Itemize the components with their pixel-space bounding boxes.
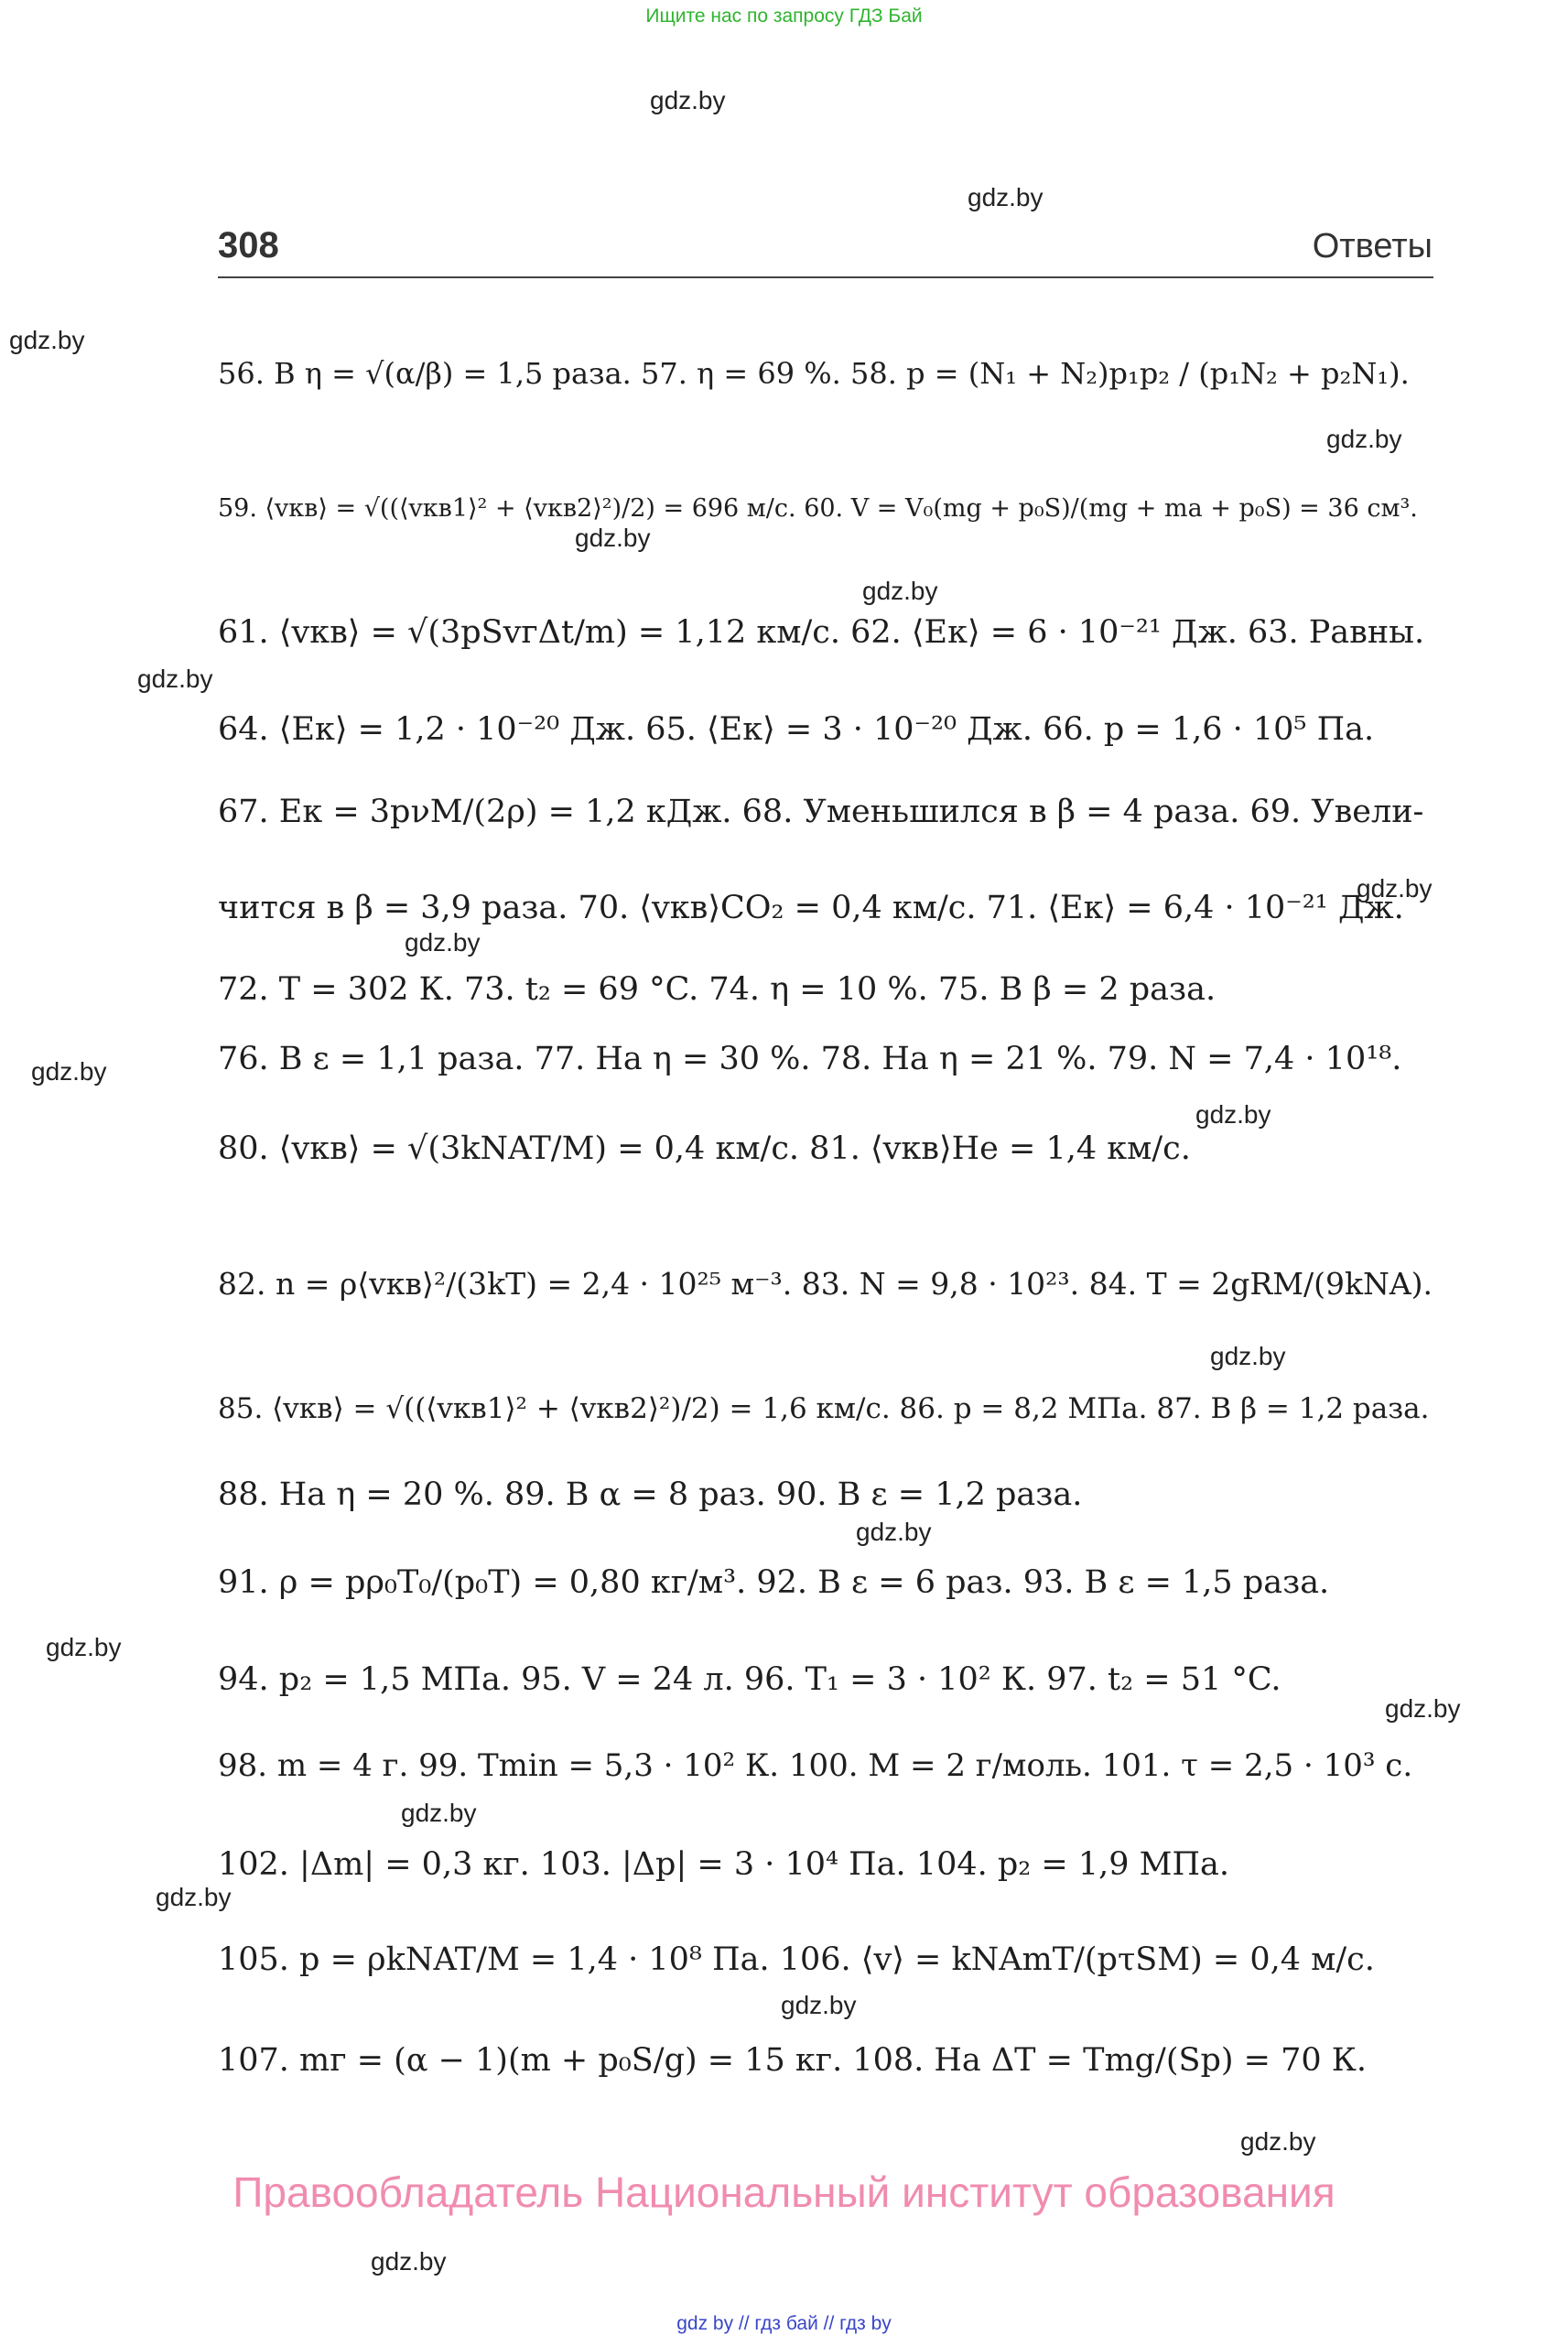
answer-line: 102. |Δm| = 0,3 кг. 103. |Δp| = 3 · 10⁴ Па. 104. p₂ = 1,9 МПа. xyxy=(218,1846,1230,1883)
answer-line: 56. В η = √(α/β) = 1,5 раза. 57. η = 69 %. 58. p = (N₁ + N₂)p₁p₂ / (p₁N₂ + p₂N₁). xyxy=(218,356,1410,391)
page-number: 308 xyxy=(218,225,279,265)
watermark: gdz.by xyxy=(856,1518,932,1546)
watermark: gdz.by xyxy=(401,1799,477,1827)
answer-line: 80. ⟨vкв⟩ = √(3kNAT/M) = 0,4 км/с. 81. ⟨vкв⟩He = 1,4 км/с. xyxy=(218,1130,1191,1167)
watermark: gdz.by xyxy=(1326,425,1402,453)
watermark: gdz.by xyxy=(1195,1100,1271,1129)
watermark: gdz.by xyxy=(405,928,481,957)
answer-line: 107. mг = (α − 1)(m + p₀S/g) = 15 кг. 108. На ΔT = Tmg/(Sp) = 70 К. xyxy=(218,2042,1367,2079)
answer-line: чится в β = 3,9 раза. 70. ⟨vкв⟩CO₂ = 0,4 км/с. 71. ⟨Eк⟩ = 6,4 · 10⁻²¹ Дж. xyxy=(218,890,1404,926)
top-banner: Ищите нас по запросу ГДЗ Бай xyxy=(645,5,923,27)
watermark: gdz.by xyxy=(781,1991,857,2019)
answer-line: 94. p₂ = 1,5 МПа. 95. V = 24 л. 96. T₁ = 3 · 10² К. 97. t₂ = 51 °C. xyxy=(218,1661,1281,1698)
header-rule xyxy=(218,276,1433,278)
watermark: gdz.by xyxy=(31,1057,107,1086)
answer-line: 82. n = ρ⟨vкв⟩²/(3kT) = 2,4 · 10²⁵ м⁻³. 83. N = 9,8 · 10²³. 84. T = 2gRM/(9kNA). xyxy=(218,1266,1433,1302)
answer-line: 76. В ε = 1,1 раза. 77. На η = 30 %. 78. На η = 21 %. 79. N = 7,4 · 10¹⁸. xyxy=(218,1041,1402,1077)
answer-line: 67. Eк = 3pνM/(2ρ) = 1,2 кДж. 68. Уменьшился в β = 4 раза. 69. Увели- xyxy=(218,794,1424,830)
answer-line: 59. ⟨vкв⟩ = √((⟨vкв1⟩² + ⟨vкв2⟩²)/2) = 696 м/с. 60. V = V₀(mg + p₀S)/(mg + ma + p₀S) = 36 см³. xyxy=(218,494,1418,523)
watermark: gdz.by xyxy=(371,2247,447,2276)
watermark: gdz.by xyxy=(137,665,213,693)
answer-line: 85. ⟨vкв⟩ = √((⟨vкв1⟩² + ⟨vкв2⟩²)/2) = 1,6 км/с. 86. p = 8,2 МПа. 87. В β = 1,2 раза. xyxy=(218,1392,1430,1425)
watermark: gdz.by xyxy=(575,524,651,552)
watermark: gdz.by xyxy=(1210,1342,1286,1370)
watermark: gdz.by xyxy=(650,86,726,114)
answer-line: 64. ⟨Eк⟩ = 1,2 · 10⁻²⁰ Дж. 65. ⟨Eк⟩ = 3 · 10⁻²⁰ Дж. 66. p = 1,6 · 10⁵ Па. xyxy=(218,711,1375,748)
answer-line: 91. ρ = pρ₀T₀/(p₀T) = 0,80 кг/м³. 92. В ε = 6 раз. 93. В ε = 1,5 раза. xyxy=(218,1564,1330,1601)
answer-line: 61. ⟨vкв⟩ = √(3pSvгΔt/m) = 1,12 км/с. 62. ⟨Eк⟩ = 6 · 10⁻²¹ Дж. 63. Равны. xyxy=(218,614,1425,651)
copyright-notice: Правообладатель Национальный институт образования xyxy=(232,2168,1336,2216)
answer-line: 98. m = 4 г. 99. Tmin = 5,3 · 10² К. 100. M = 2 г/моль. 101. τ = 2,5 · 10³ с. xyxy=(218,1747,1413,1784)
answer-line: 105. p = ρkNAT/M = 1,4 · 10⁸ Па. 106. ⟨v⟩ = kNAmT/(pτSM) = 0,4 м/с. xyxy=(218,1941,1375,1978)
watermark: gdz.by xyxy=(1240,2127,1316,2156)
watermark: gdz.by xyxy=(46,1633,122,1661)
answer-line: 72. T = 302 К. 73. t₂ = 69 °C. 74. η = 10 %. 75. В β = 2 раза. xyxy=(218,971,1217,1008)
bottom-banner: gdz by // гдз бай // гдз by xyxy=(676,2313,892,2334)
section-title: Ответы xyxy=(1312,227,1433,265)
answer-line: 88. На η = 20 %. 89. В α = 8 раз. 90. В ε = 1,2 раза. xyxy=(218,1476,1083,1513)
watermark: gdz.by xyxy=(968,183,1044,211)
watermark: gdz.by xyxy=(1357,874,1433,903)
watermark: gdz.by xyxy=(156,1883,232,1911)
watermark: gdz.by xyxy=(9,326,85,354)
watermark: gdz.by xyxy=(862,577,938,605)
watermark: gdz.by xyxy=(1385,1694,1461,1723)
